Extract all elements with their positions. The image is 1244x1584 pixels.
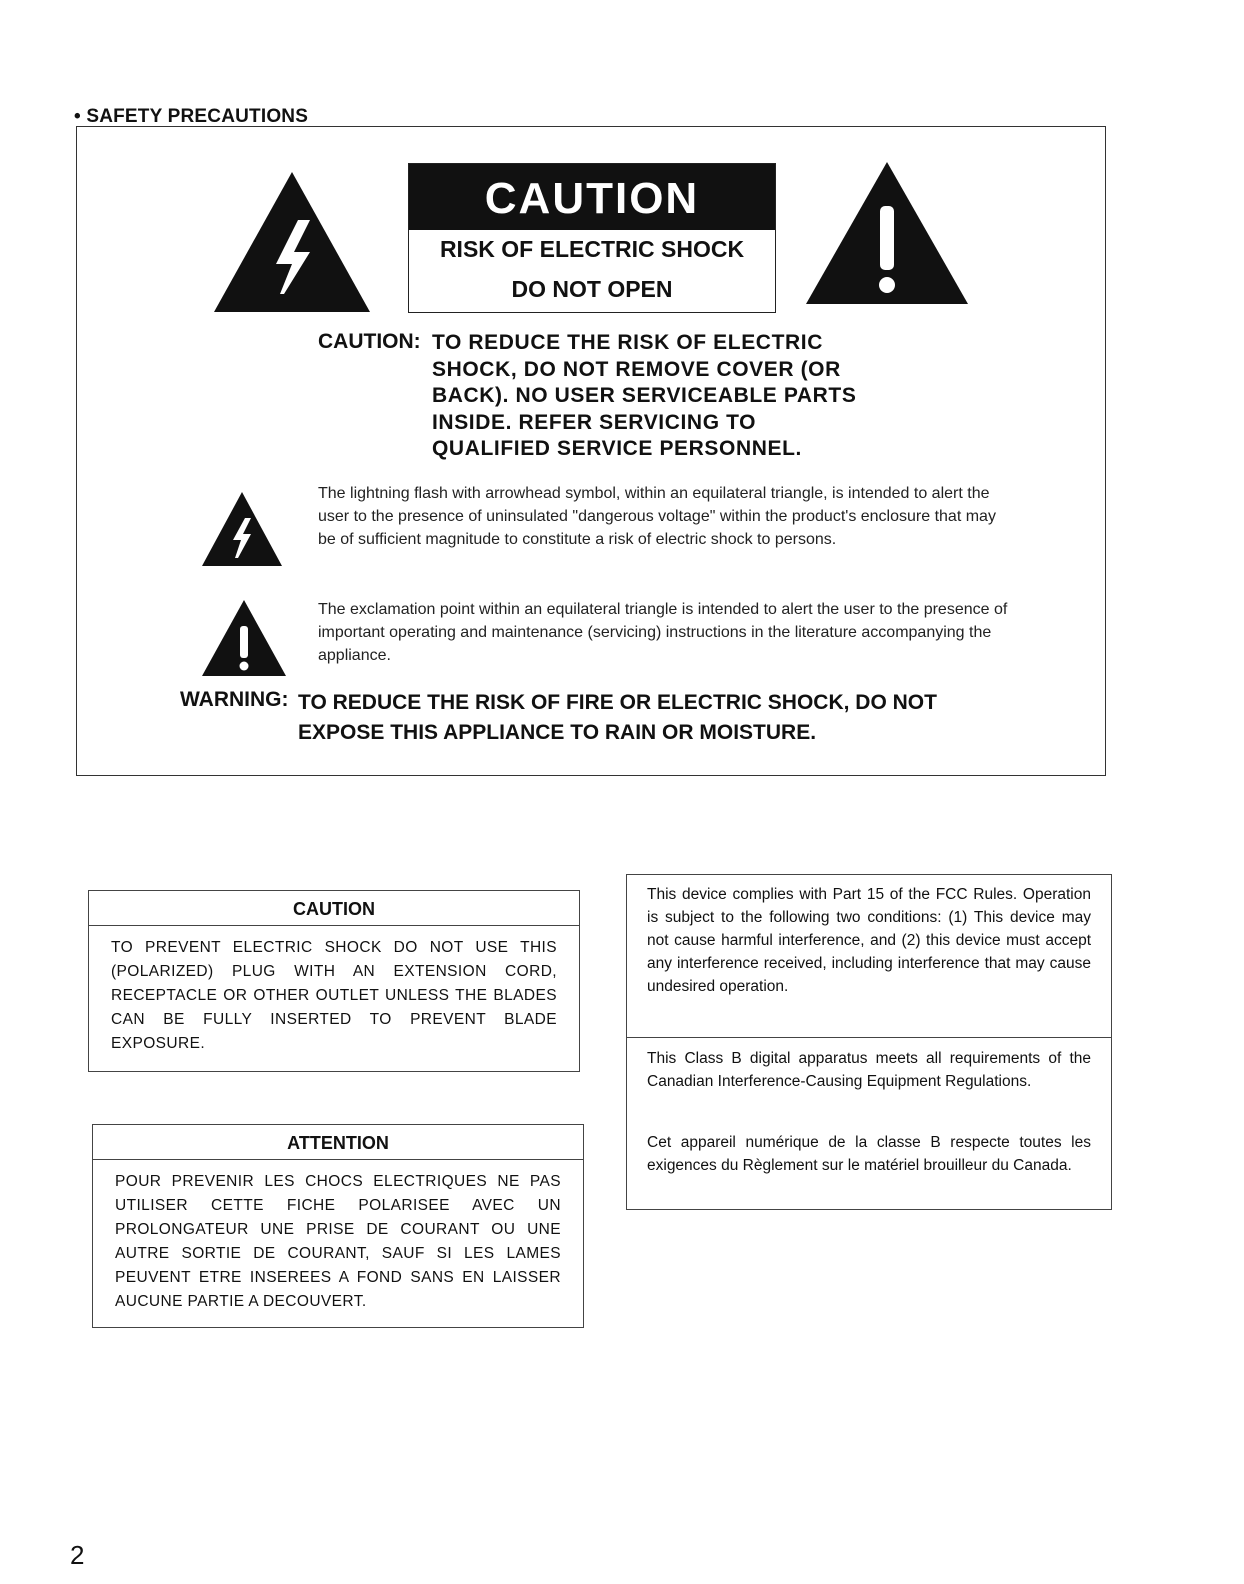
lightning-triangle-icon [202, 492, 282, 566]
caution-label-line2: DO NOT OPEN [511, 276, 673, 302]
canada-text-fr: Cet appareil numérique de la classe B respecte toutes les exigences du Règlement sur le matériel brouilleur du Canada. [647, 1134, 1091, 1174]
caution-plug-title: CAUTION [89, 891, 579, 926]
section-heading: • SAFETY PRECAUTIONS [74, 106, 309, 127]
fcc-text: This device complies with Part 15 of the FCC Rules. Operation is subject to the following two conditions: (1) This device may not cause harmful interference, and (2) this device must accept any interference received, including interference that may cause undesired operation. [647, 886, 1091, 995]
caution-label-title: CAUTION [409, 164, 775, 230]
caution-statement-label: CAUTION: [318, 330, 421, 353]
warning-statement-label: WARNING: [180, 688, 289, 711]
fcc-divider [627, 1037, 1111, 1038]
caution-plug-text: TO PREVENT ELECTRIC SHOCK DO NOT USE THIS (POLARIZED) PLUG WITH AN EXTENSION CORD, RECEPTACLE OR OTHER OUTLET UNLESS THE BLADES CAN BE FULLY INSERTED TO PREVENT BLADE EXPOSURE. [111, 939, 557, 1052]
exclamation-triangle-icon [202, 600, 286, 676]
canada-text-en: This Class B digital apparatus meets all requirements of the Canadian Interference-Causing Equipment Regulations. [647, 1050, 1091, 1090]
caution-label-line1: RISK OF ELECTRIC SHOCK [439, 236, 745, 262]
page-number: 2 [70, 1540, 85, 1570]
attention-plug-box [92, 1124, 584, 1328]
attention-plug-text: POUR PREVENIR LES CHOCS ELECTRIQUES NE PAS UTILISER CETTE FICHE POLARISEE AVEC UN PROLONGATEUR UNE PRISE DE COURANT OU UNE AUTRE SORTIE DE COURANT, SAUF SI LES LAMES PEUVENT ETRE INSEREES A FOND SANS EN LAISSER AUCUNE PARTIE A DECOUVERT. [115, 1173, 561, 1310]
lightning-triangle-icon [214, 172, 370, 312]
exclamation-explanation: The exclamation point within an equilateral triangle is intended to alert the user to the presence of important operating and maintenance (servicing) instructions in the literature accompanying the appliance. [318, 601, 1008, 664]
attention-plug-title: ATTENTION [93, 1125, 583, 1160]
fcc-compliance-box [626, 874, 1112, 1210]
lightning-explanation: The lightning flash with arrowhead symbol, within an equilateral triangle, is intended to alert the user to the presence of uninsulated "dangerous voltage" within the product's enclosure that may be of sufficient magnitude to constitute a risk of electric shock to persons. [318, 485, 996, 548]
caution-label [408, 163, 776, 313]
caution-plug-box [88, 890, 580, 1072]
caution-statement-text: TO REDUCE THE RISK OF ELECTRIC SHOCK, DO NOT REMOVE COVER (OR BACK). NO USER SERVICEABLE PARTS INSIDE. REFER SERVICING TO QUALIFIED SERVICE PERSONNEL. [432, 331, 857, 460]
warning-statement-text: TO REDUCE THE RISK OF FIRE OR ELECTRIC SHOCK, DO NOT EXPOSE THIS APPLIANCE TO RAIN OR MOISTURE. [298, 691, 937, 744]
exclamation-triangle-icon [806, 162, 968, 304]
